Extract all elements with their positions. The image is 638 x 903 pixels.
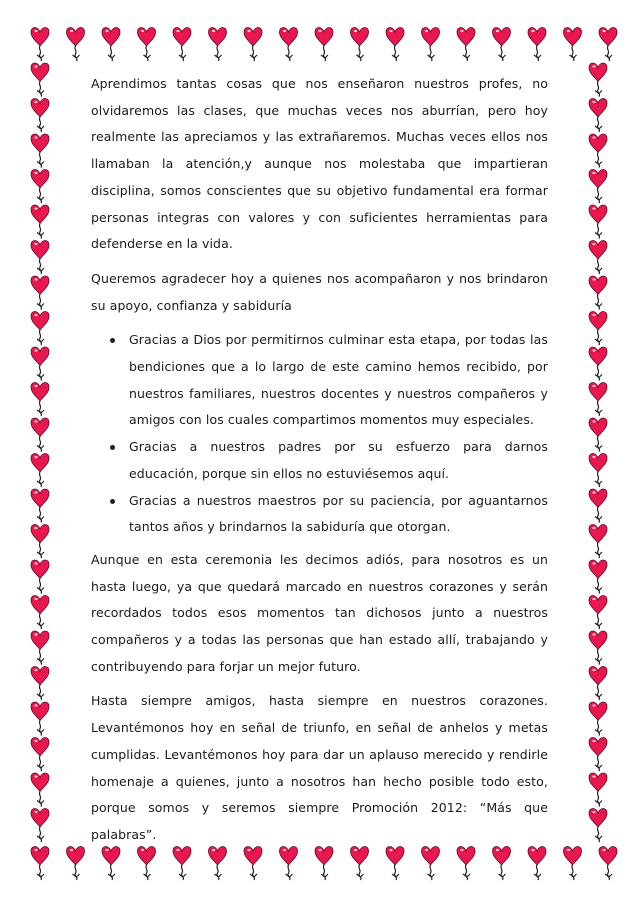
heart-balloon-icon xyxy=(589,241,607,275)
heart-balloon-icon xyxy=(31,63,49,97)
heart-balloon-icon xyxy=(589,170,607,204)
list-item-text: Gracias a nuestros maestros por su paciencia, por aguantarnos tantos años y brindarnos la sabiduría que otorgan. xyxy=(129,492,548,535)
heart-balloon-icon xyxy=(589,347,607,381)
heart-balloon-icon xyxy=(31,631,49,665)
heart-balloon-icon xyxy=(589,383,607,417)
heart-balloon-icon xyxy=(31,276,49,310)
heart-balloon-icon xyxy=(589,276,607,310)
heart-balloon-icon xyxy=(138,28,156,62)
heart-balloon-icon xyxy=(589,702,607,736)
heart-balloon-icon xyxy=(589,773,607,807)
paragraph-aprendimos: Aprendimos tantas cosas que nos enseñaron nuestros profes, no olvidaremos las clases, que muchas veces nos aburrían, pero hoy realmente las apreciamos y las extrañaremos. Muchas veces ellos nos llamaban la atención,y aunque nos molestaba que impartieran disciplina, somos conscientes que su objetivo fundamental era formar personas integras con valores y con suficientes herramientas para defenderse en la vida. xyxy=(91,76,548,252)
heart-balloon-icon xyxy=(589,667,607,701)
paragraph-agradecer: Queremos agradecer hoy a quienes nos acompañaron y nos brindaron su apoyo, confianza y sabiduría xyxy=(91,270,548,313)
heart-balloon-icon xyxy=(280,28,298,62)
heart-balloon-icon xyxy=(31,134,49,168)
heart-balloon-icon xyxy=(589,99,607,133)
gratitude-list xyxy=(91,327,548,541)
heart-balloon-icon xyxy=(386,847,404,881)
heart-balloon-icon xyxy=(31,241,49,275)
heart-balloon-icon xyxy=(31,596,49,630)
heart-balloon-icon xyxy=(528,847,546,881)
heart-balloon-icon xyxy=(589,418,607,452)
heart-balloon-icon xyxy=(589,205,607,239)
list-item-text: Gracias a Dios por permitirnos culminar esta etapa, por todas las bendiciones que a lo largo de este camino hemos recibido, por nuestros familiares, nuestros docentes y nuestros compañeros y amigos con los cuales compartimos momentos muy especiales. xyxy=(129,332,548,428)
heart-balloon-icon xyxy=(67,847,85,881)
heart-balloon-icon xyxy=(102,28,120,62)
heart-balloon-icon xyxy=(564,847,582,881)
heart-balloon-icon xyxy=(244,28,262,62)
heart-balloon-icon xyxy=(422,847,440,881)
heart-balloon-icon xyxy=(31,702,49,736)
heart-balloon-icon xyxy=(31,383,49,417)
heart-balloon-icon xyxy=(315,847,333,881)
heart-balloon-icon xyxy=(209,28,227,62)
document-body xyxy=(91,71,548,849)
heart-balloon-icon xyxy=(67,28,85,62)
heart-balloon-icon xyxy=(589,134,607,168)
heart-balloon-icon xyxy=(31,847,49,881)
heart-balloon-icon xyxy=(528,28,546,62)
heart-balloon-icon xyxy=(315,28,333,62)
heart-balloon-icon xyxy=(31,738,49,772)
heart-balloon-icon xyxy=(31,205,49,239)
heart-balloon-icon xyxy=(422,28,440,62)
heart-balloon-icon xyxy=(173,847,191,881)
heart-balloon-icon xyxy=(244,847,262,881)
heart-balloon-icon xyxy=(31,560,49,594)
heart-balloon-icon xyxy=(599,28,617,62)
heart-balloon-icon xyxy=(351,28,369,62)
heart-balloon-icon xyxy=(589,560,607,594)
heart-balloon-icon xyxy=(31,170,49,204)
heart-balloon-icon xyxy=(31,347,49,381)
bullet-icon xyxy=(110,445,115,450)
heart-balloon-icon xyxy=(31,667,49,701)
heart-balloon-icon xyxy=(280,847,298,881)
list-item xyxy=(91,327,548,434)
paragraph-hasta-siempre: Hasta siempre amigos, hasta siempre en nuestros corazones. Levantémonos hoy en señal de triunfo, en señal de anhelos y metas cumplidas. Levantémonos hoy para dar un aplauso merecido y rendirle homenaje a quienes, junto a nosotros han hecho posible todo esto, porque somos y seremos siempre Promoción 2012: “Más que palabras”. xyxy=(91,693,548,842)
heart-balloon-icon xyxy=(589,63,607,97)
list-item xyxy=(91,488,548,541)
heart-balloon-icon xyxy=(599,847,617,881)
heart-balloon-icon xyxy=(589,525,607,559)
heart-balloon-icon xyxy=(589,489,607,523)
heart-balloon-icon xyxy=(31,454,49,488)
bullet-icon xyxy=(110,499,115,504)
heart-balloon-icon xyxy=(31,489,49,523)
heart-balloon-icon xyxy=(493,847,511,881)
heart-balloon-icon xyxy=(138,847,156,881)
heart-balloon-icon xyxy=(589,596,607,630)
heart-balloon-icon xyxy=(173,28,191,62)
bullet-icon xyxy=(110,338,115,343)
heart-balloon-icon xyxy=(589,454,607,488)
heart-balloon-icon xyxy=(386,28,404,62)
heart-balloon-icon xyxy=(31,418,49,452)
heart-balloon-icon xyxy=(351,847,369,881)
heart-balloon-icon xyxy=(31,773,49,807)
heart-balloon-icon xyxy=(31,809,49,843)
heart-balloon-icon xyxy=(31,99,49,133)
heart-balloon-icon xyxy=(493,28,511,62)
heart-balloon-icon xyxy=(589,809,607,843)
paragraph-ceremonia: Aunque en esta ceremonia les decimos adiós, para nosotros es un hasta luego, ya que quedará marcado en nuestros corazones y serán recordados todos esos momentos tan dichosos junto a nuestros compañeros y a todas las personas que han estado allí, trabajando y contribuyendo para forjar un mejor futuro. xyxy=(91,551,548,674)
heart-balloon-icon xyxy=(31,525,49,559)
heart-balloon-icon xyxy=(457,28,475,62)
heart-balloon-icon xyxy=(564,28,582,62)
list-item xyxy=(91,434,548,487)
heart-balloon-icon xyxy=(102,847,120,881)
heart-balloon-icon xyxy=(589,738,607,772)
heart-balloon-icon xyxy=(31,312,49,346)
list-item-text: Gracias a nuestros padres por su esfuerzo para darnos educación, porque sin ellos no estuviésemos aquí. xyxy=(129,439,548,481)
heart-balloon-icon xyxy=(31,28,49,62)
heart-balloon-icon xyxy=(457,847,475,881)
heart-balloon-icon xyxy=(589,312,607,346)
heart-balloon-icon xyxy=(589,631,607,665)
heart-balloon-icon xyxy=(209,847,227,881)
